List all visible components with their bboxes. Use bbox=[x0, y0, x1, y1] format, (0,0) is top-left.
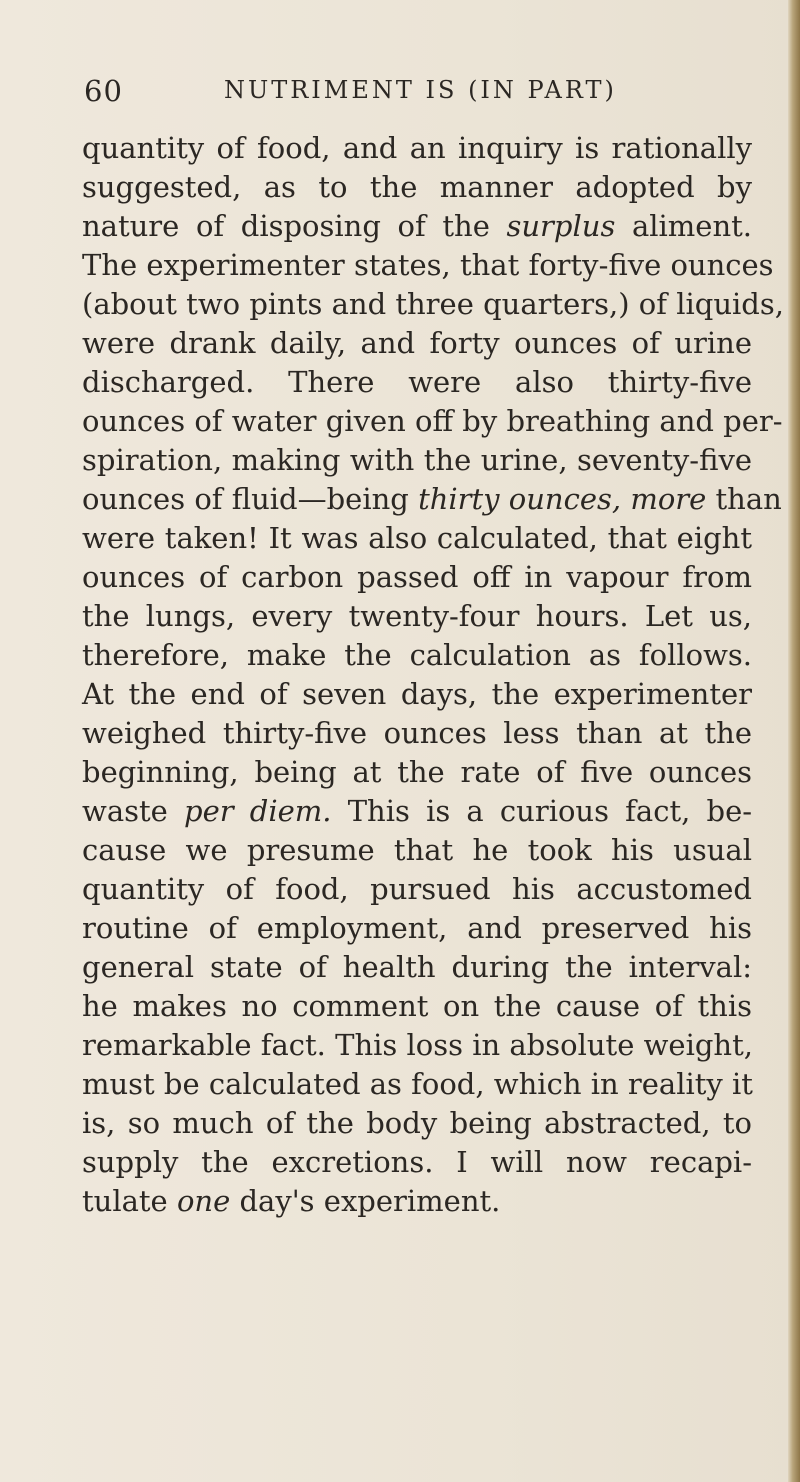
body-text bbox=[82, 129, 784, 1221]
text-line: (about two pints and three quarters,) of liquids, bbox=[82, 287, 784, 321]
text-line: supply the excretions. I will now recapi- bbox=[82, 1145, 752, 1179]
text-line: quantity of food, pursued his accustomed bbox=[82, 872, 752, 906]
page-header bbox=[84, 70, 724, 120]
page-edge bbox=[788, 0, 800, 1482]
italic-phrase: per diem. bbox=[184, 794, 332, 828]
italic-word: one bbox=[176, 1184, 231, 1218]
text-line: The experimenter states, that forty-five ounces bbox=[82, 248, 774, 282]
text-line: ounces of carbon passed off in vapour from bbox=[82, 560, 752, 594]
italic-phrase: thirty ounces, more bbox=[418, 482, 707, 516]
text-line: tulate one day's experiment. bbox=[82, 1184, 501, 1218]
text-line: ounces of fluid—being thirty ounces, more than bbox=[82, 482, 782, 516]
text-line: general state of health during the interval: bbox=[82, 950, 752, 984]
text-line: discharged. There were also thirty-five bbox=[82, 365, 752, 399]
text-line: waste per diem. This is a curious fact, be- bbox=[82, 794, 753, 828]
running-title: NUTRIMENT IS (IN PART) bbox=[224, 76, 617, 104]
text-line: were drank daily, and forty ounces of urine bbox=[82, 326, 752, 360]
text-line: weighed thirty-five ounces less than at the bbox=[82, 716, 752, 750]
text-line: nature of disposing of the surplus aliment. bbox=[82, 209, 753, 243]
text-line: cause we presume that he took his usual bbox=[82, 833, 752, 867]
text-line: the lungs, every twenty-four hours. Let us, bbox=[82, 599, 752, 633]
text-line: were taken! It was also calculated, that eight bbox=[82, 521, 752, 555]
page-number: 60 bbox=[84, 74, 123, 108]
text-line: suggested, as to the manner adopted by bbox=[82, 170, 752, 204]
text-line: beginning, being at the rate of five ounces bbox=[82, 755, 752, 789]
text-line: ounces of water given off by breathing and per- bbox=[82, 404, 783, 438]
text-line: spiration, making with the urine, seventy-five bbox=[82, 443, 752, 477]
italic-word: surplus bbox=[506, 209, 616, 243]
text-line: he makes no comment on the cause of this bbox=[82, 989, 752, 1023]
text-line: must be calculated as food, which in reality it bbox=[82, 1067, 753, 1101]
text-line: therefore, make the calculation as follows. bbox=[82, 638, 752, 672]
text-line: At the end of seven days, the experimenter bbox=[82, 677, 752, 711]
text-line: routine of employment, and preserved his bbox=[82, 911, 752, 945]
text-line: remarkable fact. This loss in absolute weight, bbox=[82, 1028, 753, 1062]
text-line: quantity of food, and an inquiry is rationally bbox=[82, 131, 752, 165]
text-line: is, so much of the body being abstracted, to bbox=[82, 1106, 752, 1140]
